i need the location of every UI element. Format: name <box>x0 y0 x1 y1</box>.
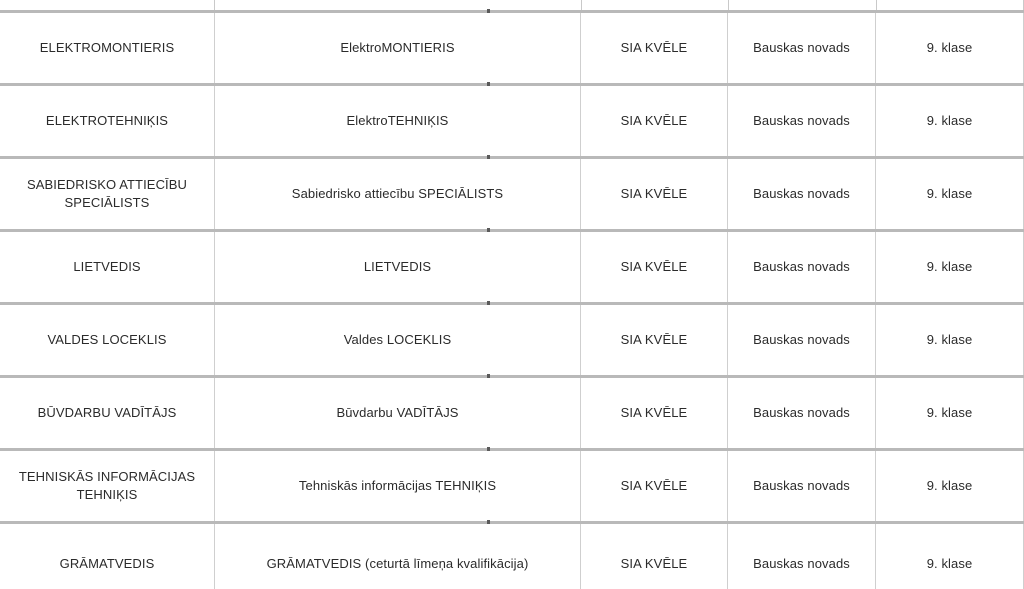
company-cell: SIA KVĒLE <box>581 451 728 521</box>
company-cell: SIA KVĒLE <box>581 232 728 302</box>
qualification-cell: Tehniskās informācijas TEHNIĶIS <box>215 451 581 521</box>
table-row[interactable] <box>0 83 1024 156</box>
table-row[interactable] <box>0 156 1024 229</box>
profession-cell: VALDES LOCEKLIS <box>0 305 215 375</box>
table-row[interactable] <box>0 521 1024 589</box>
qualification-cell: Būvdarbu VADĪTĀJS <box>215 378 581 448</box>
profession-cell: TEHNISKĀS INFORMĀCIJAS TEHNIĶIS <box>0 451 215 521</box>
company-cell: SIA KVĒLE <box>581 159 728 229</box>
profession-cell: ELEKTROMONTIERIS <box>0 13 215 83</box>
qualification-cell: Sabiedrisko attiecību SPECIĀLISTS <box>215 159 581 229</box>
company-cell: SIA KVĒLE <box>581 305 728 375</box>
education-cell: 9. klase <box>876 159 1024 229</box>
qualification-cell: GRĀMATVEDIS (ceturtā līmeņa kvalifikācija) <box>215 524 581 589</box>
company-cell: SIA KVĒLE <box>581 378 728 448</box>
table-row[interactable] <box>0 375 1024 448</box>
region-cell: Bauskas novads <box>728 159 876 229</box>
region-cell: Bauskas novads <box>728 378 876 448</box>
region-cell: Bauskas novads <box>728 451 876 521</box>
qualification-cell: LIETVEDIS <box>215 232 581 302</box>
company-cell: SIA KVĒLE <box>581 86 728 156</box>
region-cell: Bauskas novads <box>728 13 876 83</box>
education-cell: 9. klase <box>876 451 1024 521</box>
table-row[interactable] <box>0 448 1024 521</box>
profession-cell: LIETVEDIS <box>0 232 215 302</box>
table-body <box>0 10 1024 589</box>
qualification-cell: ElektroTEHNIĶIS <box>215 86 581 156</box>
table-top-edge <box>0 0 1024 10</box>
company-cell: SIA KVĒLE <box>581 13 728 83</box>
region-cell: Bauskas novads <box>728 524 876 589</box>
education-cell: 9. klase <box>876 524 1024 589</box>
region-cell: Bauskas novads <box>728 232 876 302</box>
education-cell: 9. klase <box>876 86 1024 156</box>
education-cell: 9. klase <box>876 232 1024 302</box>
table-row[interactable] <box>0 229 1024 302</box>
qualification-cell: Valdes LOCEKLIS <box>215 305 581 375</box>
profession-cell: GRĀMATVEDIS <box>0 524 215 589</box>
region-cell: Bauskas novads <box>728 86 876 156</box>
table-row[interactable] <box>0 10 1024 83</box>
education-cell: 9. klase <box>876 378 1024 448</box>
qualification-cell: ElektroMONTIERIS <box>215 13 581 83</box>
profession-cell: ELEKTROTEHNIĶIS <box>0 86 215 156</box>
region-cell: Bauskas novads <box>728 305 876 375</box>
education-cell: 9. klase <box>876 13 1024 83</box>
education-cell: 9. klase <box>876 305 1024 375</box>
table-row[interactable] <box>0 302 1024 375</box>
profession-cell: SABIEDRISKO ATTIECĪBU SPECIĀLISTS <box>0 159 215 229</box>
profession-cell: BŪVDARBU VADĪTĀJS <box>0 378 215 448</box>
company-cell: SIA KVĒLE <box>581 524 728 589</box>
